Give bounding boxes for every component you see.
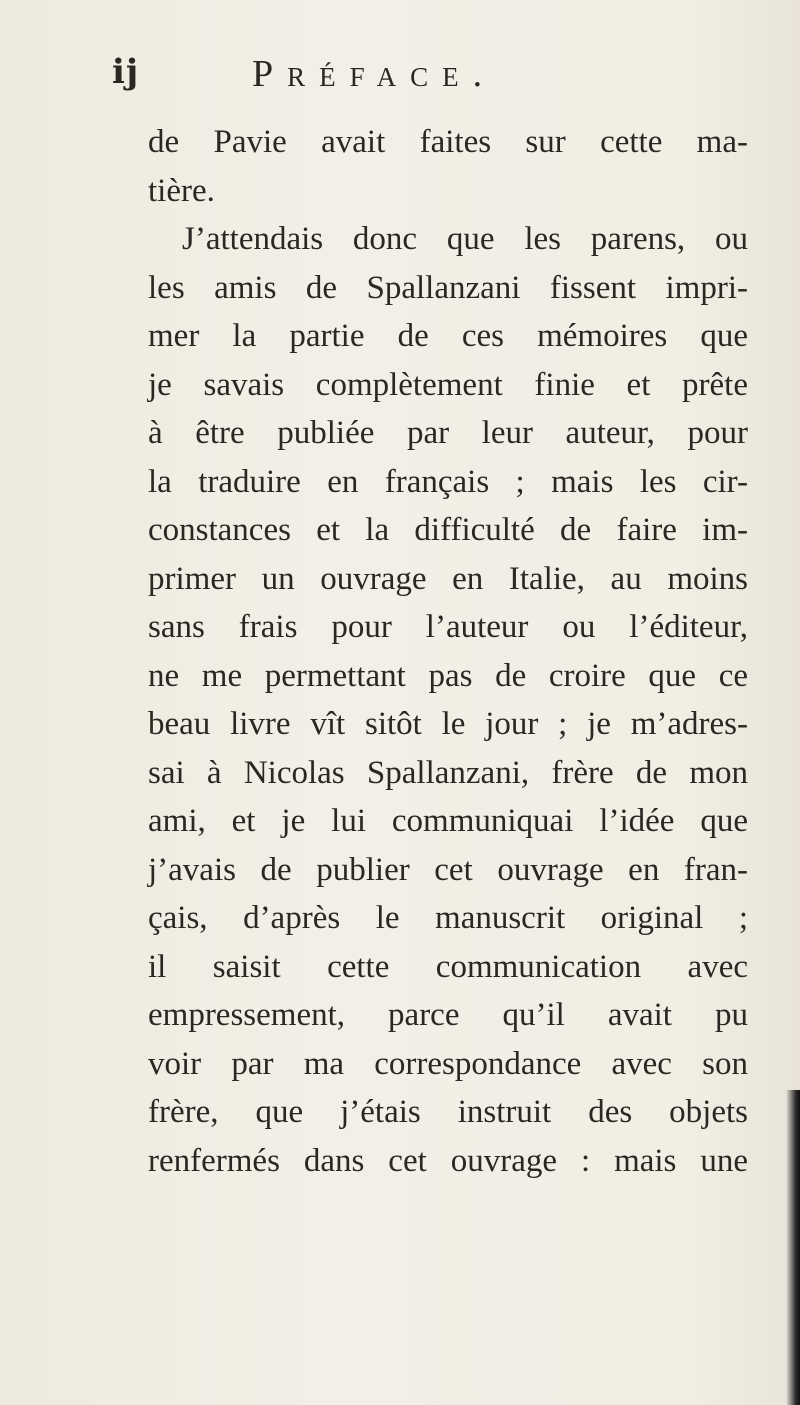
text-line: de Pavie avait faites sur cette ma- — [148, 124, 748, 160]
page-header — [112, 52, 752, 102]
text-line: primer un ouvrage en Italie, au moins — [148, 560, 748, 597]
text-line: mer la partie de ces mémoires que — [148, 318, 748, 354]
text-line: renfermés dans cet ouvrage : mais une — [148, 1142, 748, 1179]
text-line: j’avais de publier cet ouvrage en fran- — [148, 851, 748, 888]
text-line: beau livre vît sitôt le jour ; je m’adres- — [148, 706, 748, 742]
text-line: çais, d’après le manuscrit original ; — [148, 900, 748, 936]
page-edge-shadow — [786, 1090, 800, 1405]
text-line: la traduire en français ; mais les cir- — [148, 463, 748, 500]
text-line: voir par ma correspondance avec son — [148, 1045, 748, 1082]
text-line: J’attendais donc que les parens, ou — [182, 221, 748, 257]
text-line: constances et la difficulté de faire im- — [148, 512, 748, 548]
text-line: sans frais pour l’auteur ou l’éditeur, — [148, 609, 748, 645]
text-line: à être publiée par leur auteur, pour — [148, 415, 748, 451]
text-line: sai à Nicolas Spallanzani, frère de mon — [148, 754, 748, 791]
text-line: ami, et je lui communiquai l’idée que — [148, 803, 748, 839]
body-text — [148, 118, 748, 1185]
page-number: ij — [112, 52, 140, 92]
text-line: il saisit cette communication avec — [148, 948, 748, 985]
running-title: Préface. — [252, 53, 497, 95]
text-line: tière. — [148, 172, 215, 209]
text-line: les amis de Spallanzani fissent impri- — [148, 269, 748, 306]
text-line: frère, que j’étais instruit des objets — [148, 1094, 748, 1130]
text-line: ne me permettant pas de croire que ce — [148, 657, 748, 694]
text-line: je savais complètement finie et prête — [148, 366, 748, 403]
text-line: empressement, parce qu’il avait pu — [148, 997, 748, 1033]
